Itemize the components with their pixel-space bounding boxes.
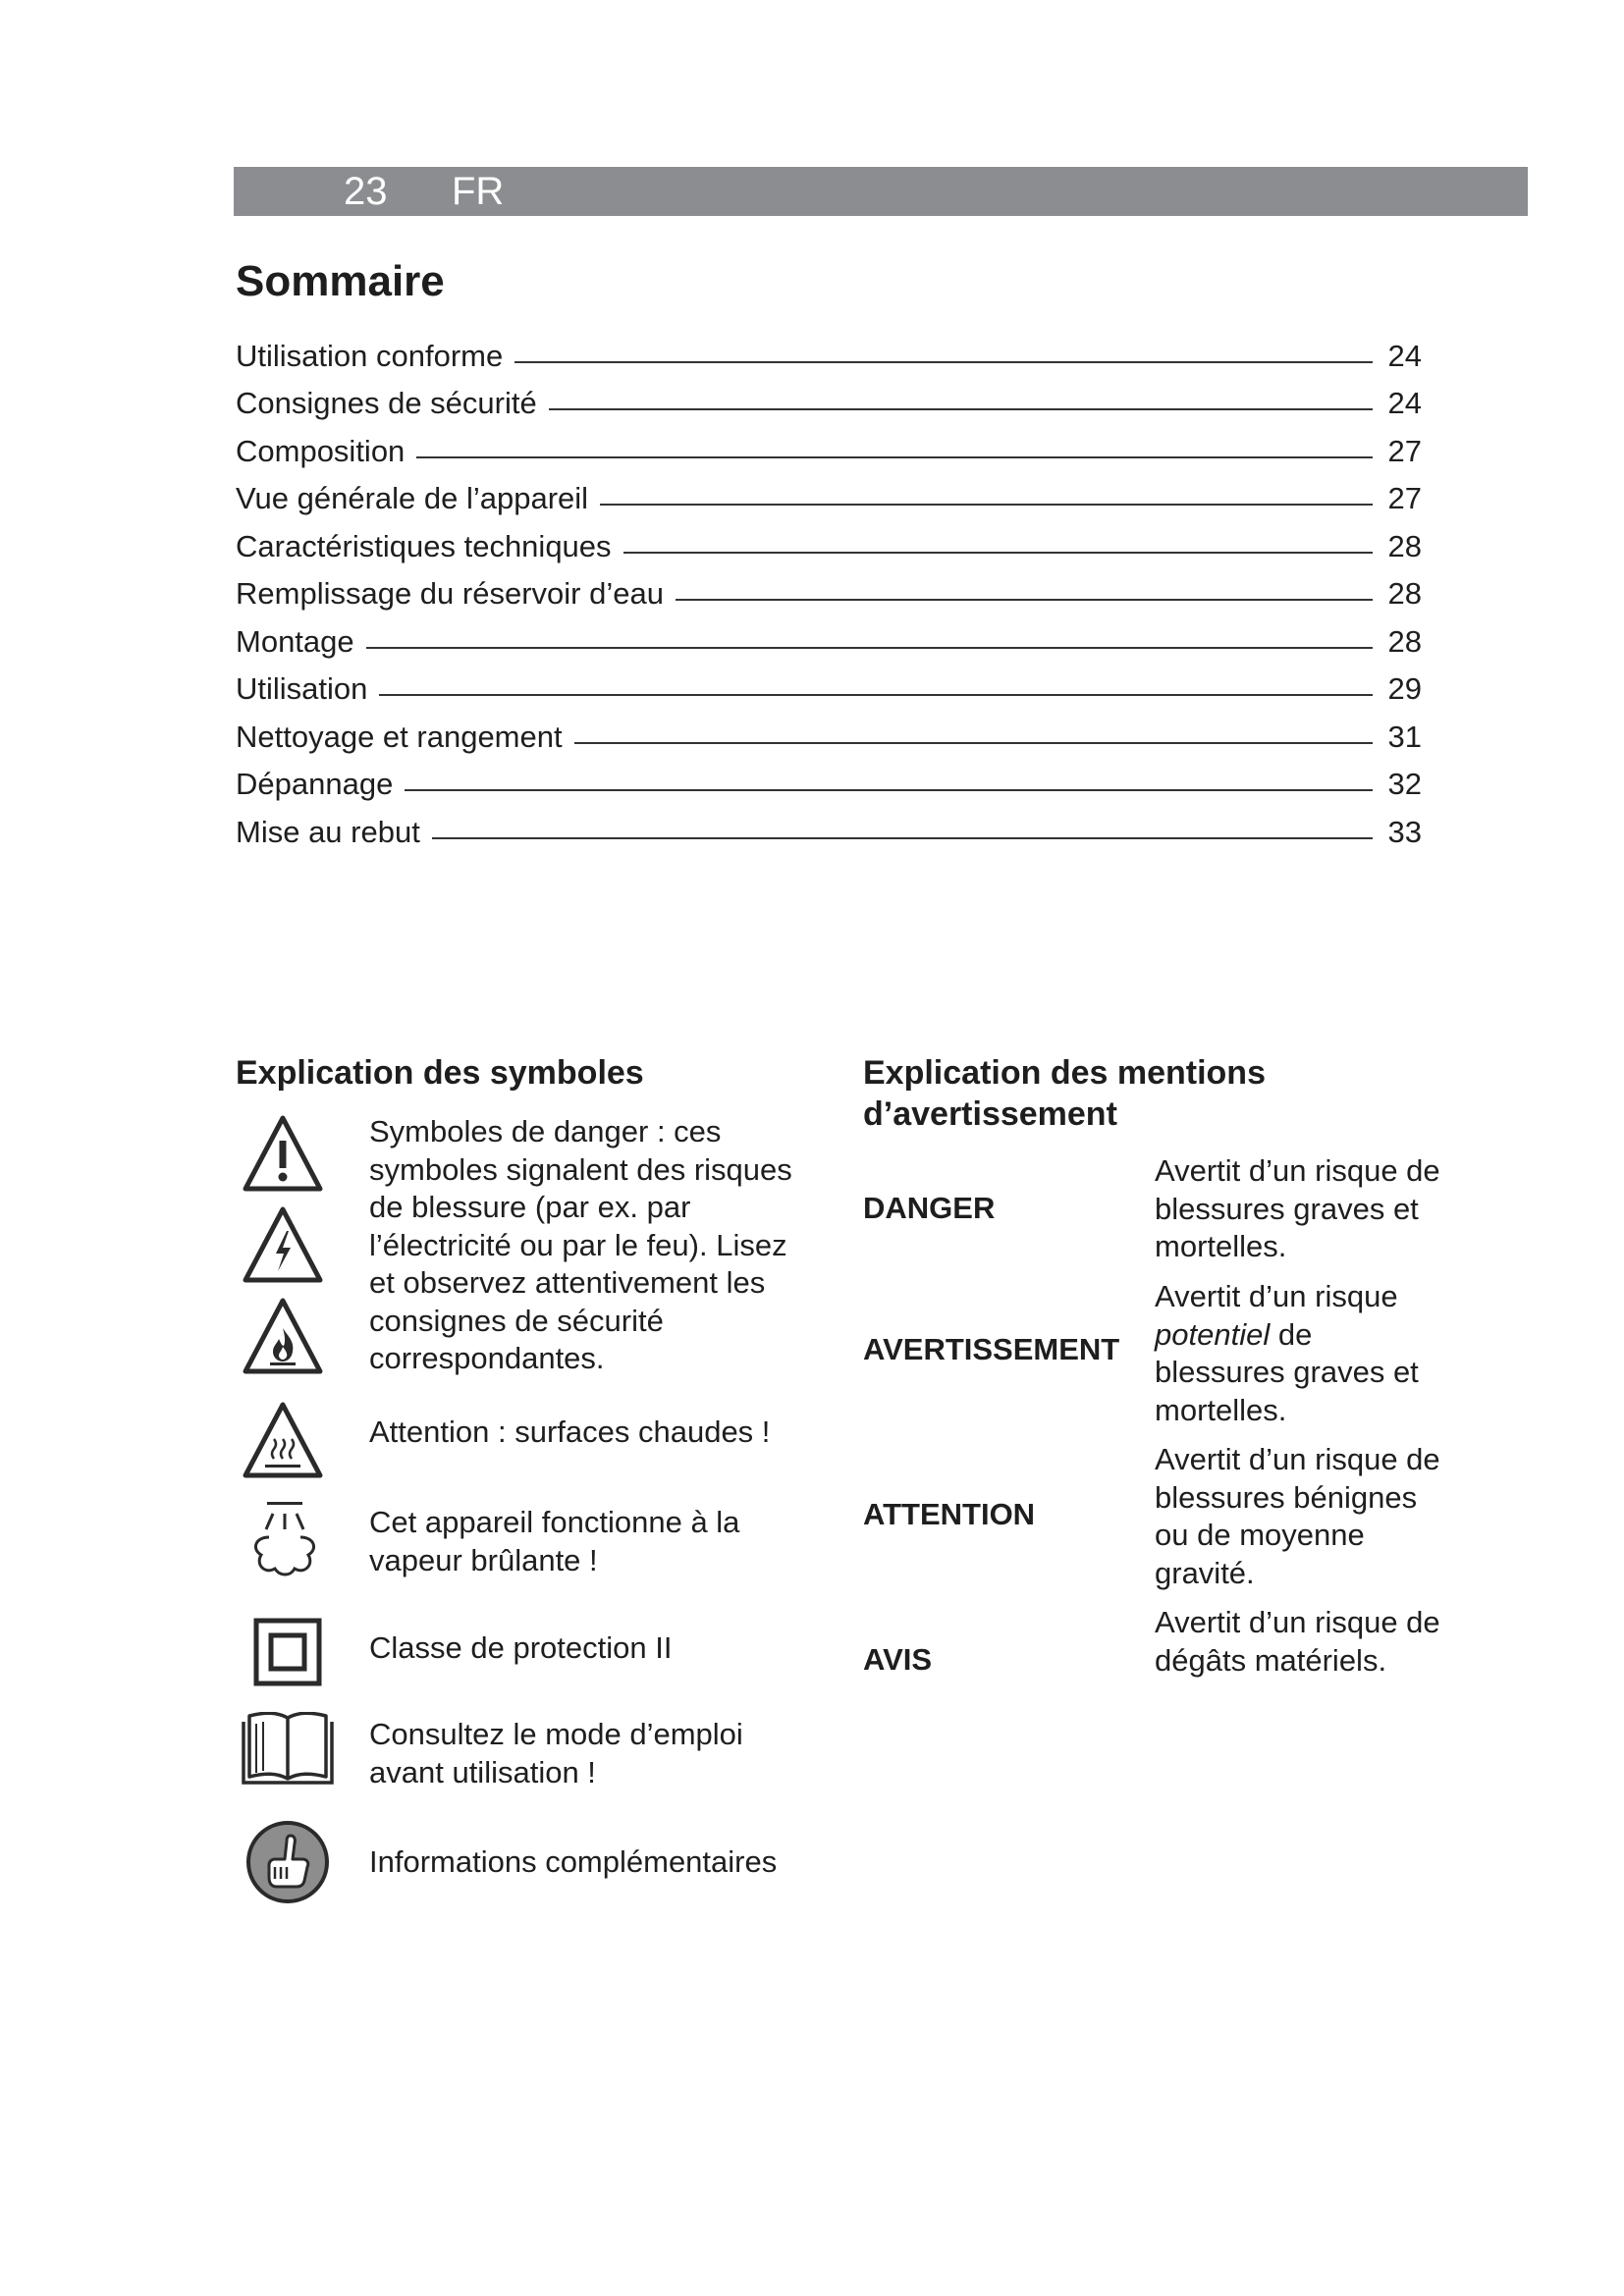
toc-leader-line <box>600 504 1373 506</box>
symbols-section-title: Explication des symboles <box>236 1054 644 1092</box>
toc-entry[interactable] <box>236 469 1422 517</box>
toc-entry-page: 24 <box>1387 338 1422 373</box>
language-code: FR <box>452 170 505 213</box>
toc-entry[interactable] <box>236 421 1422 469</box>
warning-term: AVERTISSEMENT <box>863 1332 1120 1366</box>
page-number: 23 <box>344 170 388 213</box>
toc-leader-line <box>366 647 1373 649</box>
warning-term: ATTENTION <box>863 1497 1036 1531</box>
symbol-text: Symboles de danger : ces symboles signalent des risques de blessure (par ex. par l’électricité ou par le feu). Lisez et observez attentivement les consignes de sécurité correspondantes. <box>369 1114 792 1375</box>
warnings-title-line2: d’avertissement <box>863 1095 1117 1133</box>
toc-leader-line <box>405 789 1373 791</box>
toc-entry[interactable] <box>236 660 1422 708</box>
toc-leader-line <box>623 552 1373 554</box>
toc-leader-line <box>416 456 1373 458</box>
toc-entry-page: 27 <box>1387 433 1422 468</box>
warning-description: Avertit d’un risque de dégâts matériels. <box>1155 1605 1440 1678</box>
toc-entry-label: Composition <box>236 433 406 468</box>
toc-entry-page: 31 <box>1387 719 1422 754</box>
toc-entry-page: 24 <box>1387 386 1422 420</box>
toc-leader-line <box>379 694 1373 696</box>
warning-description: Avertit d’un risque de blessures graves et mortelles. <box>1155 1153 1440 1263</box>
toc-entry-label: Consignes de sécurité <box>236 386 537 420</box>
toc-entry[interactable] <box>236 374 1422 422</box>
toc-entry-label: Nettoyage et rangement <box>236 719 563 754</box>
toc-entry[interactable] <box>236 707 1422 755</box>
warnings-section-title <box>863 1052 1266 1135</box>
page-header-bar <box>234 167 1528 216</box>
hot-surface-icon <box>242 1400 324 1480</box>
warning-term: AVIS <box>863 1642 933 1677</box>
toc-entry[interactable] <box>236 612 1422 660</box>
warning-description: Avertit d’un risque de blessures bénignes ou de moyenne gravité. <box>1155 1442 1440 1590</box>
toc-title: Sommaire <box>236 257 445 305</box>
toc-entry-label: Caractéristiques techniques <box>236 528 612 563</box>
toc-entry-page: 27 <box>1387 481 1422 515</box>
toc-leader-line <box>432 837 1373 839</box>
symbol-text: Classe de protection II <box>369 1630 673 1665</box>
toc-leader-line <box>514 361 1373 363</box>
toc-entry-page: 28 <box>1387 576 1422 611</box>
toc-entry-page: 28 <box>1387 528 1422 563</box>
toc-entry[interactable] <box>236 755 1422 803</box>
toc-entry[interactable] <box>236 326 1422 374</box>
toc-leader-line <box>574 742 1373 744</box>
toc-entry-label: Vue générale de l’appareil <box>236 481 589 515</box>
toc-entry-label: Dépannage <box>236 767 394 801</box>
warning-triangle-icon <box>242 1113 324 1194</box>
warning-description: Avertit d’un risque potentiel de blessures graves et mortelles. <box>1155 1279 1419 1427</box>
table-of-contents <box>236 326 1422 850</box>
toc-entry[interactable] <box>236 564 1422 613</box>
toc-entry-label: Montage <box>236 623 354 659</box>
steam-icon <box>247 1500 322 1578</box>
symbol-text: Informations complémentaires <box>369 1844 778 1879</box>
info-hand-icon <box>245 1820 330 1904</box>
symbol-text: Consultez le mode d’emploi avant utilisation ! <box>369 1717 743 1789</box>
toc-entry-page: 28 <box>1387 623 1422 659</box>
toc-entry-page: 33 <box>1387 814 1422 849</box>
symbol-text: Cet appareil fonctionne à la vapeur brûlante ! <box>369 1505 740 1577</box>
toc-entry-page: 32 <box>1387 767 1422 801</box>
warnings-title-line1: Explication des mentions <box>863 1054 1266 1092</box>
fire-warning-icon <box>242 1296 324 1376</box>
toc-entry-label: Mise au rebut <box>236 814 420 849</box>
manual-book-icon <box>240 1712 336 1787</box>
protection-class-ii-icon <box>253 1618 322 1686</box>
toc-entry-page: 29 <box>1387 671 1422 706</box>
toc-entry[interactable] <box>236 516 1422 564</box>
toc-leader-line <box>549 408 1373 410</box>
symbol-text: Attention : surfaces chaudes ! <box>369 1415 771 1449</box>
toc-entry-label: Utilisation <box>236 671 368 706</box>
warning-term: DANGER <box>863 1191 996 1225</box>
electricity-warning-icon <box>242 1204 324 1285</box>
toc-entry-label: Utilisation conforme <box>236 338 504 373</box>
toc-leader-line <box>676 599 1373 601</box>
toc-entry[interactable] <box>236 802 1422 850</box>
toc-entry-label: Remplissage du réservoir d’eau <box>236 576 664 611</box>
